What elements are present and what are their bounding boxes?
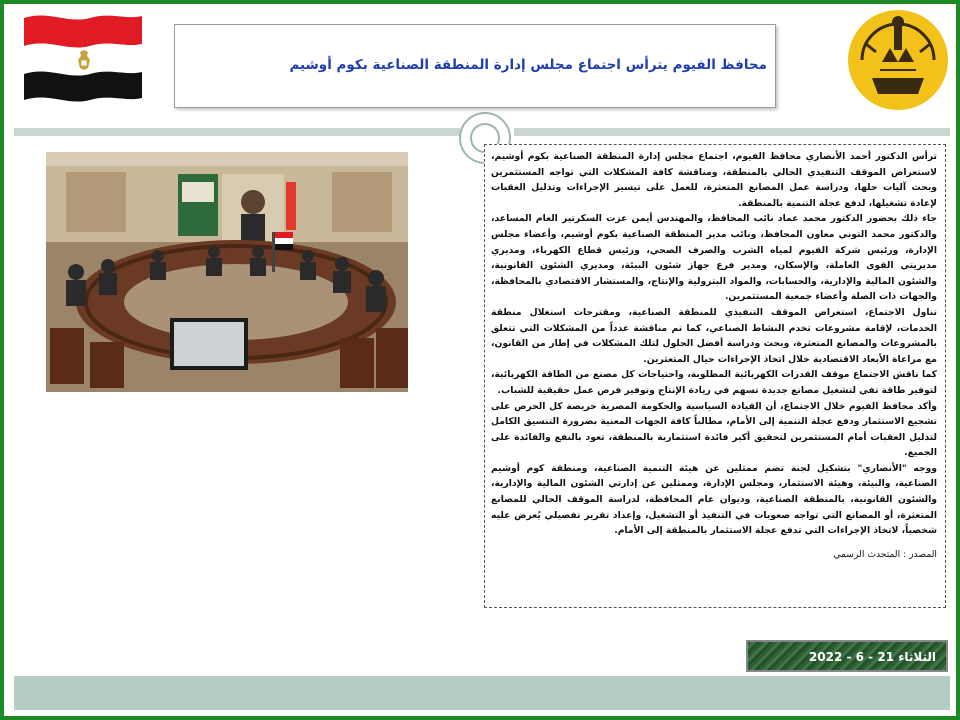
article-paragraph: وأكد محافظ الفيوم خلال الاجتماع، أن القيادة السياسية والحكومة المصرية حريصة كل الحرص على تشجيع الاستثمار ودفع عجلة التنمية إلى الأمام، مطالباً كافة الجهات المعنية بضرورة التنسيق الكامل لتذليل العقبات أمام المستثمرين لتحقيق أكبر فائدة استثمارية بالمنطقة، تعود بالنفع والفائدة على الجميع. bbox=[491, 400, 937, 459]
date-text: الثلاثاء 21 - 6 - 2022 bbox=[808, 650, 936, 664]
article-paragraph: جاء ذلك بحضور الدكتور محمد عماد نائب المحافظ، والمهندس أيمن عزت السكرتير العام المساعد، والدكتور محمد التوني معاون المحافظ، ونائب مدير المنطقة الصناعية بكوم أوشيم، وأعضاء مجلس الإدارة، ورئيس شركة الفيوم لمياه الشرب والصرف الصحي، ورئيس قطاع الكهرباء، ومديري مديريتي القوى العاملة، والإسكان، ومدير فرع جهاز شئون البيئة، ومديري الشئون القانونية، والشئون المالية والإدارية، والحسابات، والمواد البترولية والإنتاج، والمستشار الاقتصادي بالمحافظة، والجهات ذات الصلة وأعضاء جمعية المستثمرين. bbox=[491, 213, 937, 303]
egypt-flag-icon bbox=[18, 10, 144, 102]
article-paragraph: ترأس الدكتور أحمد الأنصاري محافظ الفيوم، اجتماع مجلس إدارة المنطقة الصناعية بكوم أوشيم، لاستعراض الموقف التنفيذي الحالي بالمنطقة، ومناقشة كافة المشكلات التي تواجه المستثمرين وبحث آليات حلها، ودراسة عمل المصانع المتعثرة، للعمل على تيسير الإجراءات وتذليل العقبات لإعادة تشغيلها، لدفع عجلة التنمية بالمنطقة. bbox=[491, 151, 937, 209]
article-body bbox=[484, 144, 946, 608]
article-source: المصدر : المتحدث الرسمي bbox=[833, 548, 937, 560]
article-paragraph: كما ناقش الاجتماع موقف القدرات الكهربائية المطلوبة، واحتياجات كل مصنع من الطاقة الكهربائية، لتوفير طاقة تفي لتشغيل مصانع جديدة تسهم في زيادة الإنتاج وتوفير فرص عمل حقيقية للشباب. bbox=[491, 369, 937, 396]
title-box bbox=[174, 24, 776, 108]
article-paragraph: ووجه "الأنصاري" بتشكيل لجنة تضم ممثلين عن هيئة التنمية الصناعية، ومنطقة كوم أوشيم الصناعية، والبيئة، وهيئة الاستثمار، ومجلس الإدارة، وممثلين عن إدارتي الشئون المالية والإدارية، والشئون القانونية، بالمنطقة الصناعية، وديوان عام المحافظة، لدراسة الموقف الحالي للمصانع المتعثرة، أو المصانع التي تواجه صعوبات في التنفيذ أو التشغيل، وإعداد تقرير تفصيلي يُعرض عليه شخصياً، لاتخاذ الإجراءات التي تدفع عجلة الاستثمار بالمنطقة إلى الأمام. bbox=[491, 462, 937, 537]
date-badge bbox=[746, 640, 948, 672]
fayoum-governorate-logo-icon bbox=[842, 4, 954, 116]
divider-band-right bbox=[514, 128, 950, 136]
divider-band-left bbox=[14, 128, 460, 136]
footer-band bbox=[14, 676, 950, 710]
meeting-photo bbox=[46, 152, 408, 392]
page-title: محافظ الفيوم يترأس اجتماع مجلس إدارة المنطقة الصناعية بكوم أوشيم bbox=[289, 57, 767, 73]
article-paragraph: تناول الاجتماع، استعراض الموقف التنفيذي للمنطقة الصناعية، ومقترحات استغلال منطقة الخدمات، لإقامة مشروعات تخدم النشاط الصناعي، كما تم مناقشة عدداً من المشكلات التي تتعلق بالمشروعات والمصانع المتعثرة، وبحث ودراسة أفضل الحلول لتلك المشكلات في إطار من القانون، مع مراعاة الأبعاد الاقتصادية خلال اتخاذ الإجراءات حيال المتعثرين. bbox=[491, 306, 937, 365]
